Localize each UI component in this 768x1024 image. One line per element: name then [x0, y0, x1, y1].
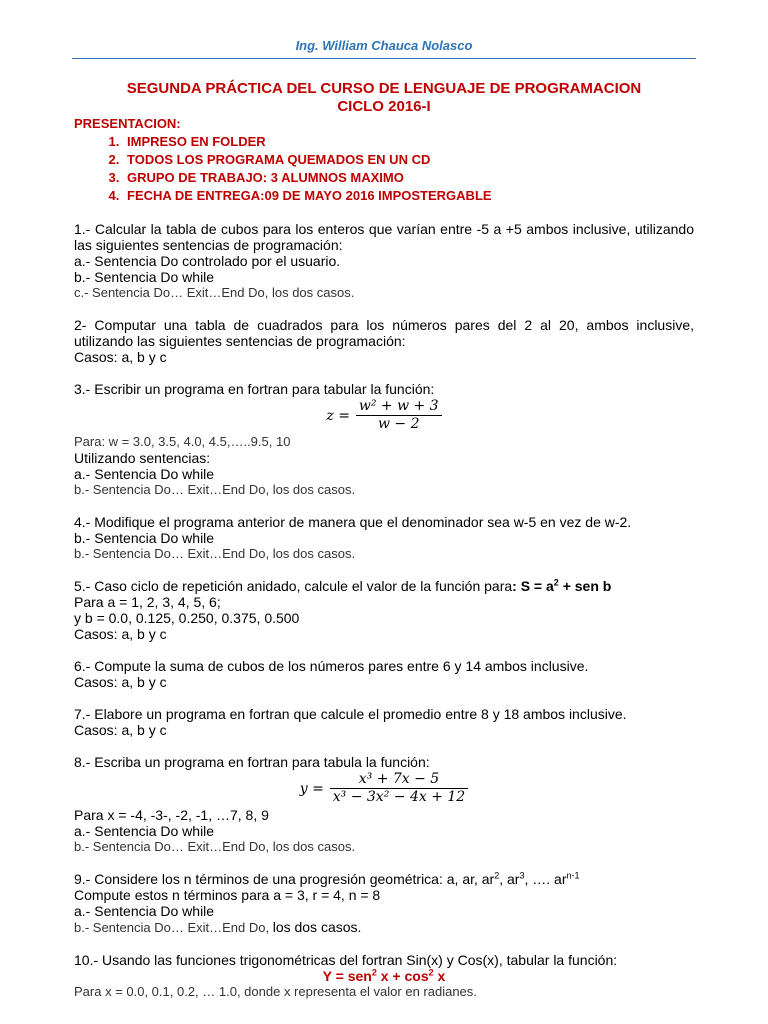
- para-a: Para a = 1, 2, 3, 4, 5, 6;: [74, 594, 221, 610]
- option-a: a.- Sentencia Do while: [74, 903, 215, 919]
- question-text: 8.- Escriba un programa en fortran para tabula la función:: [74, 754, 430, 770]
- question-1: [74, 221, 694, 301]
- document-title: [0, 80, 768, 116]
- question-text: 4.- Modifique el programa anterior de manera que el denominador sea w-5 en vez de w-2.: [74, 514, 632, 530]
- exponent: n-1: [566, 870, 580, 881]
- formula-pre: Y = sen: [322, 968, 372, 984]
- question-text: 7.- Elabore un programa en fortran que calcule el promedio entre 8 y 18 ambos inclusive.: [74, 706, 627, 722]
- y-b: y b = 0.0, 0.125, 0.250, 0.375, 0.500: [74, 610, 300, 626]
- question-text: [74, 578, 694, 594]
- fraction: [330, 771, 468, 806]
- question-text-mid: , ar: [499, 871, 520, 887]
- question-3: [74, 381, 694, 498]
- para-values: Para x = -4, -3-, -2, -1, …7, 8, 9: [74, 807, 269, 823]
- question-10: [74, 952, 694, 1000]
- denominator: w − 2: [377, 416, 420, 432]
- casos: Casos: a, b y c: [74, 722, 167, 738]
- casos: Casos: a, b y c: [74, 349, 167, 365]
- header-rule: [72, 58, 696, 59]
- para-values: Para x = 0.0, 0.1, 0.2, … 1.0, donde x representa el valor en radianes.: [74, 984, 477, 999]
- question-5: [74, 578, 694, 642]
- question-text: 10.- Usando las funciones trigonométricas del fortran Sin(x) y Cos(x), tabular la función:: [74, 952, 618, 968]
- formula-mid: x + cos: [376, 968, 429, 984]
- option-b-pre: b.- Sentencia Do… Exit…End Do,: [74, 920, 273, 935]
- option-b: b.- Sentencia Do… Exit…End Do, los dos casos.: [74, 839, 356, 854]
- option-b: b.- Sentencia Do while: [74, 269, 215, 285]
- option-b: b.- Sentencia Do… Exit…End Do, los dos casos.: [74, 546, 356, 561]
- question-2: [74, 317, 694, 365]
- exponent: 2: [428, 967, 434, 978]
- option-a: a.- Sentencia Do controlado por el usuario.: [74, 253, 341, 269]
- question-text: 2- Computar una tabla de cuadrados para los números pares del 2 al 20, ambos inclusive, utilizando las siguientes sentencias de programación:: [74, 317, 694, 349]
- presentacion-item: 4. FECHA DE ENTREGA:09 DE MAYO 2016 IMPOSTERGABLE: [123, 187, 492, 205]
- exponent: 2: [371, 967, 377, 978]
- formula-post: x: [433, 968, 446, 984]
- question-9: [74, 871, 694, 936]
- presentacion-item: 2. TODOS LOS PROGRAMA QUEMADOS EN UN CD: [123, 151, 492, 169]
- option-b: [74, 919, 694, 936]
- questions: [74, 221, 694, 1016]
- utilizando: Utilizando sentencias:: [74, 450, 211, 466]
- formula-lhs: z =: [326, 407, 350, 424]
- formula-s: [512, 578, 611, 594]
- question-text: 6.- Compute la suma de cubos de los números pares entre 6 y 14 ambos inclusive.: [74, 658, 589, 674]
- presentacion-section: [74, 115, 492, 205]
- exponent: 2: [553, 577, 559, 588]
- option-b-post: los dos casos.: [272, 919, 362, 935]
- question-text-pre: 5.- Caso ciclo de repetición anidado, calcule el valor de la función para: [74, 578, 513, 594]
- question-7: [74, 706, 694, 738]
- title-line-2: CICLO 2016-I: [337, 98, 431, 115]
- question-4: [74, 514, 694, 562]
- question-text-pre: 9.- Considere los n términos de una progresión geométrica: a, ar, ar: [74, 871, 495, 887]
- option-a: a.- Sentencia Do while: [74, 823, 215, 839]
- formula-s-rest: + sen b: [558, 578, 612, 594]
- formula-trig: [74, 968, 694, 984]
- header-author: Ing. William Chauca Nolasco: [295, 38, 473, 53]
- option-b: b.- Sentencia Do while: [74, 530, 215, 546]
- casos: Casos: a, b y c: [74, 626, 167, 642]
- presentacion-heading: PRESENTACION:: [74, 116, 181, 131]
- option-a: a.- Sentencia Do while: [74, 466, 215, 482]
- question-text-mid: , …. ar: [524, 871, 567, 887]
- para-values: Para: w = 3.0, 3.5, 4.0, 4.5,…..9.5, 10: [74, 434, 291, 449]
- option-c: c.- Sentencia Do… Exit…End Do, los dos casos.: [74, 285, 355, 300]
- casos: Casos: a, b y c: [74, 674, 167, 690]
- presentacion-list: [74, 133, 492, 205]
- denominator: x³ − 3x² − 4x + 12: [332, 789, 466, 805]
- exponent: 3: [519, 870, 525, 881]
- formula-s-base: : S = a: [512, 578, 554, 594]
- formula-y: [74, 771, 694, 806]
- presentacion-item: 3. GRUPO DE TRABAJO: 3 ALUMNOS MAXIMO: [123, 169, 492, 187]
- question-8: [74, 754, 694, 855]
- fraction: [356, 398, 442, 433]
- compute-values: Compute estos n términos para a = 3, r = 4, n = 8: [74, 887, 381, 903]
- question-text: [74, 871, 694, 887]
- question-text: 3.- Escribir un programa en fortran para tabular la función:: [74, 381, 435, 397]
- formula-z: [74, 398, 694, 433]
- formula-lhs: y =: [299, 780, 324, 797]
- exponent: 2: [494, 870, 500, 881]
- presentacion-item: 1. IMPRESO EN FOLDER: [123, 133, 492, 151]
- option-b: b.- Sentencia Do… Exit…End Do, los dos casos.: [74, 482, 356, 497]
- numerator: w² + w + 3: [356, 398, 442, 416]
- title-line-1: SEGUNDA PRÁCTICA DEL CURSO DE LENGUAJE DE PROGRAMACION: [126, 80, 642, 97]
- question-text: 1.- Calcular la tabla de cubos para los enteros que varían entre -5 a +5 ambos inclusive, utilizando las siguientes sentencias de programación:: [74, 221, 694, 253]
- question-6: [74, 658, 694, 690]
- numerator: x³ + 7x − 5: [330, 771, 468, 789]
